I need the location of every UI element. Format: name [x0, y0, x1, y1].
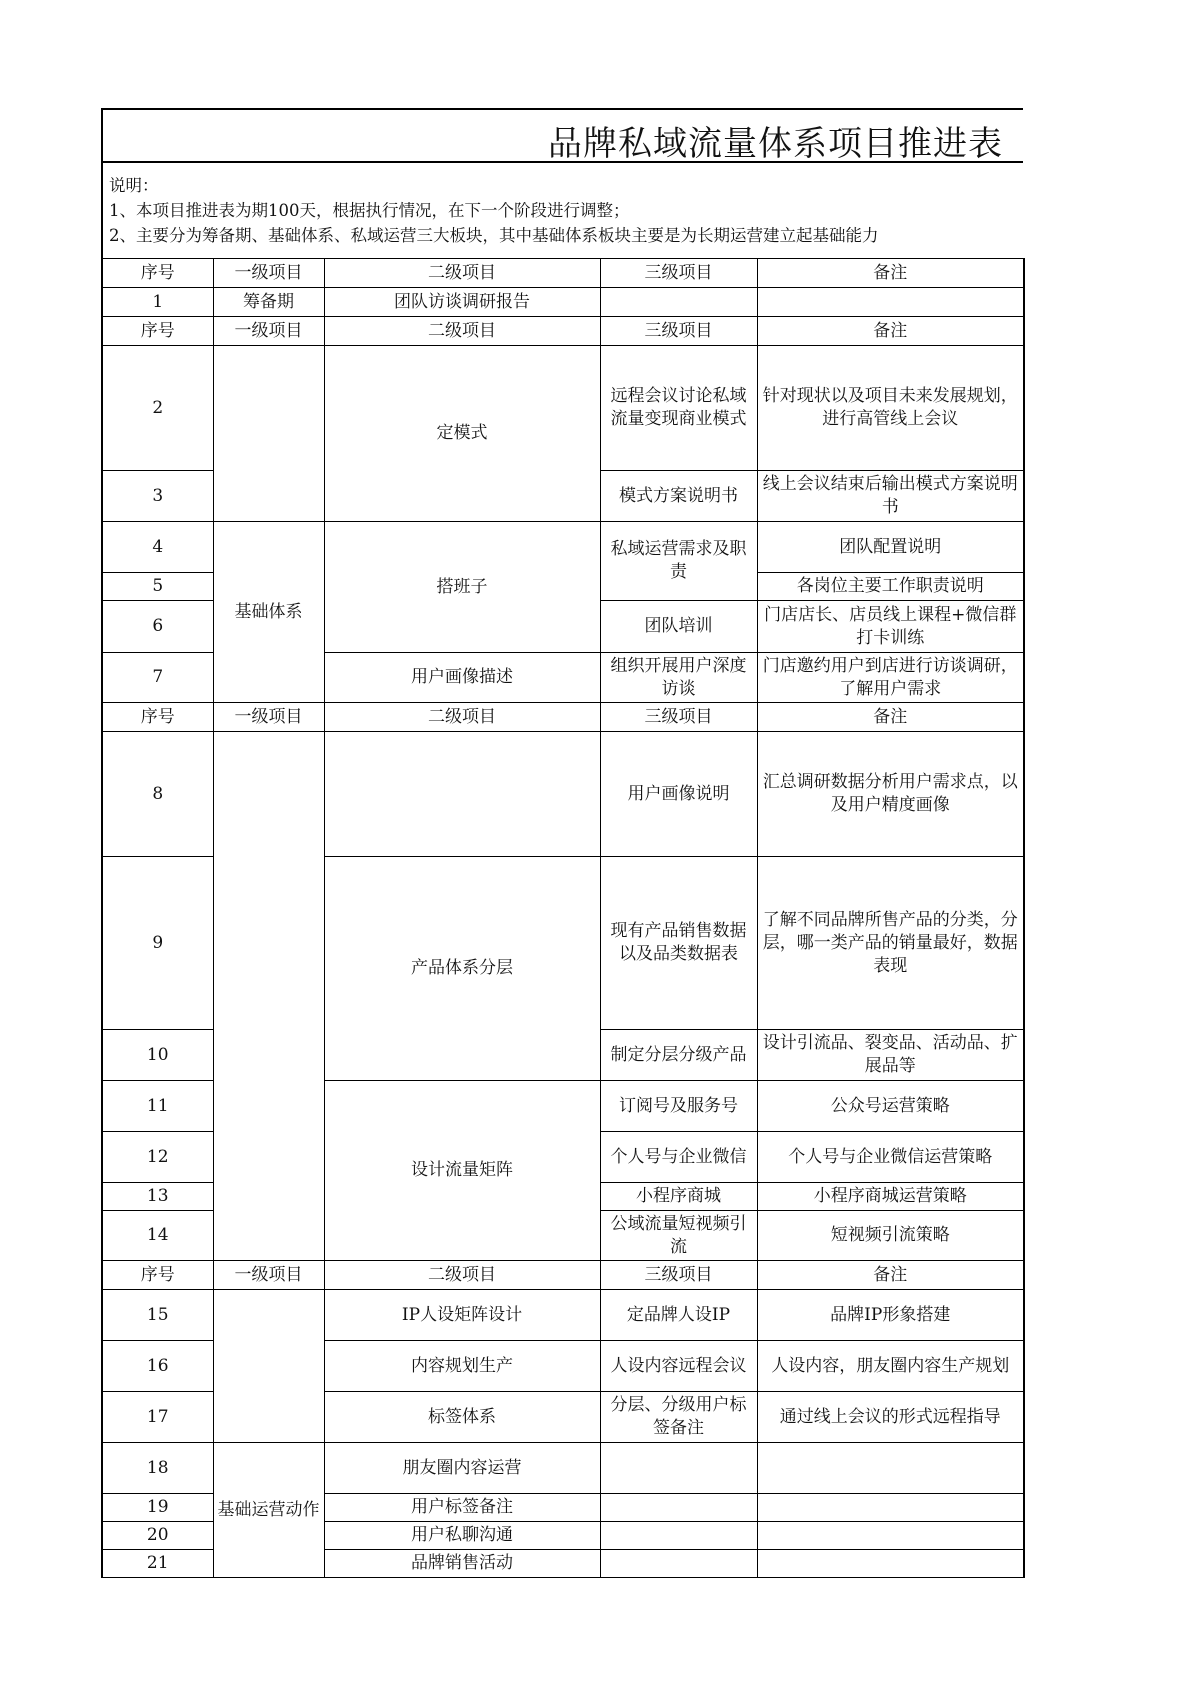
level3-cell: 用户画像说明 [600, 732, 757, 857]
row-no: 18 [102, 1443, 213, 1494]
level3-cell [600, 1443, 757, 1494]
level3-cell: 团队培训 [600, 601, 757, 653]
spreadsheet [101, 108, 1023, 1578]
level2-cell: 搭班子 [324, 522, 600, 653]
level3-cell: 私域运营需求及职责 [600, 522, 757, 601]
header-level2: 二级项目 [324, 1261, 600, 1290]
row-no: 12 [102, 1132, 213, 1183]
header-row [102, 259, 1024, 288]
level1-cell: 筹备期 [213, 288, 324, 317]
header-no: 序号 [102, 317, 213, 346]
level2-cell: 标签体系 [324, 1392, 600, 1443]
level2-cell: 设计流量矩阵 [324, 1081, 600, 1261]
level2-cell: 朋友圈内容运营 [324, 1443, 600, 1494]
level3-cell: 个人号与企业微信 [600, 1132, 757, 1183]
row-no: 4 [102, 522, 213, 573]
level3-cell: 人设内容远程会议 [600, 1341, 757, 1392]
note-cell: 各岗位主要工作职责说明 [757, 573, 1024, 601]
header-level1: 一级项目 [213, 317, 324, 346]
note-cell: 设计引流品、裂变品、活动品、扩展品等 [757, 1030, 1024, 1081]
level3-cell: 定品牌人设IP [600, 1290, 757, 1341]
level2-cell: 品牌销售活动 [324, 1550, 600, 1578]
header-row [102, 317, 1024, 346]
notes-block [101, 163, 1023, 258]
level1-cell [213, 346, 324, 522]
page-title: 品牌私域流量体系项目推进表 [548, 124, 1003, 164]
table-row [102, 732, 1024, 857]
header-row [102, 1261, 1024, 1290]
header-level2: 二级项目 [324, 317, 600, 346]
row-no: 7 [102, 653, 213, 703]
level3-cell: 远程会议讨论私域流量变现商业模式 [600, 346, 757, 471]
level3-cell: 现有产品销售数据以及品类数据表 [600, 857, 757, 1030]
level3-cell [600, 1550, 757, 1578]
row-no: 21 [102, 1550, 213, 1578]
level1-cell [213, 1290, 324, 1443]
note-cell: 小程序商城运营策略 [757, 1183, 1024, 1211]
note-cell [757, 1550, 1024, 1578]
row-no: 1 [102, 288, 213, 317]
note-cell: 品牌IP形象搭建 [757, 1290, 1024, 1341]
note-cell: 门店店长、店员线上课程+微信群打卡训练 [757, 601, 1024, 653]
level1-cell: 基础运营动作 [213, 1443, 324, 1578]
header-level2: 二级项目 [324, 703, 600, 732]
table-row [102, 1290, 1024, 1341]
row-no: 17 [102, 1392, 213, 1443]
header-level1: 一级项目 [213, 259, 324, 288]
header-note: 备注 [757, 259, 1024, 288]
note-cell: 短视频引流策略 [757, 1211, 1024, 1261]
row-no: 5 [102, 573, 213, 601]
note-cell [757, 1443, 1024, 1494]
row-no: 16 [102, 1341, 213, 1392]
table-row [102, 522, 1024, 573]
level3-cell: 组织开展用户深度访谈 [600, 653, 757, 703]
note-cell [757, 1494, 1024, 1522]
level3-cell: 制定分层分级产品 [600, 1030, 757, 1081]
level2-cell: 团队访谈调研报告 [324, 288, 600, 317]
level3-cell: 分层、分级用户标签备注 [600, 1392, 757, 1443]
note-cell: 门店邀约用户到店进行访谈调研，了解用户需求 [757, 653, 1024, 703]
row-no: 15 [102, 1290, 213, 1341]
level1-cell [213, 732, 324, 1261]
level3-cell [600, 1494, 757, 1522]
header-level3: 三级项目 [600, 317, 757, 346]
table-row [102, 288, 1024, 317]
header-level1: 一级项目 [213, 703, 324, 732]
level2-cell: 用户画像描述 [324, 653, 600, 703]
level3-cell: 公域流量短视频引流 [600, 1211, 757, 1261]
title-bar [101, 108, 1023, 163]
note-cell: 汇总调研数据分析用户需求点，以及用户精度画像 [757, 732, 1024, 857]
header-note: 备注 [757, 1261, 1024, 1290]
row-no: 14 [102, 1211, 213, 1261]
level2-cell: IP人设矩阵设计 [324, 1290, 600, 1341]
note-cell: 公众号运营策略 [757, 1081, 1024, 1132]
level2-cell: 用户私聊沟通 [324, 1522, 600, 1550]
header-note: 备注 [757, 703, 1024, 732]
level3-cell: 订阅号及服务号 [600, 1081, 757, 1132]
level2-cell: 定模式 [324, 346, 600, 522]
row-no: 9 [102, 857, 213, 1030]
note-cell: 线上会议结束后输出模式方案说明书 [757, 471, 1024, 522]
notes-heading: 说明： [109, 176, 159, 195]
header-row [102, 703, 1024, 732]
level2-cell: 产品体系分层 [324, 857, 600, 1081]
note-cell: 通过线上会议的形式远程指导 [757, 1392, 1024, 1443]
note-cell: 了解不同品牌所售产品的分类，分层，哪一类产品的销量最好，数据表现 [757, 857, 1024, 1030]
header-level3: 三级项目 [600, 703, 757, 732]
header-note: 备注 [757, 317, 1024, 346]
note-line-2: 2、主要分为筹备期、基础体系、私域运营三大板块，其中基础体系板块主要是为长期运营建立起基础能力 [109, 226, 879, 245]
note-cell: 个人号与企业微信运营策略 [757, 1132, 1024, 1183]
header-level3: 三级项目 [600, 1261, 757, 1290]
row-no: 6 [102, 601, 213, 653]
row-no: 8 [102, 732, 213, 857]
row-no: 20 [102, 1522, 213, 1550]
level3-cell: 小程序商城 [600, 1183, 757, 1211]
note-cell [757, 288, 1024, 317]
table-row [102, 346, 1024, 471]
header-no: 序号 [102, 1261, 213, 1290]
level2-cell: 用户标签备注 [324, 1494, 600, 1522]
row-no: 13 [102, 1183, 213, 1211]
note-cell: 团队配置说明 [757, 522, 1024, 573]
row-no: 19 [102, 1494, 213, 1522]
note-line-1: 1、本项目推进表为期100天，根据执行情况，在下一个阶段进行调整； [109, 201, 630, 220]
level2-cell: 内容规划生产 [324, 1341, 600, 1392]
header-level1: 一级项目 [213, 1261, 324, 1290]
header-level2: 二级项目 [324, 259, 600, 288]
note-cell: 针对现状以及项目未来发展规划，进行高管线上会议 [757, 346, 1024, 471]
level1-cell: 基础体系 [213, 522, 324, 703]
header-no: 序号 [102, 259, 213, 288]
level3-cell [600, 1522, 757, 1550]
row-no: 3 [102, 471, 213, 522]
header-no: 序号 [102, 703, 213, 732]
level2-cell [324, 732, 600, 857]
row-no: 11 [102, 1081, 213, 1132]
note-cell [757, 1522, 1024, 1550]
row-no: 10 [102, 1030, 213, 1081]
level3-cell [600, 288, 757, 317]
level3-cell: 模式方案说明书 [600, 471, 757, 522]
project-table [101, 258, 1025, 1578]
header-level3: 三级项目 [600, 259, 757, 288]
row-no: 2 [102, 346, 213, 471]
table-row [102, 1443, 1024, 1494]
note-cell: 人设内容，朋友圈内容生产规划 [757, 1341, 1024, 1392]
